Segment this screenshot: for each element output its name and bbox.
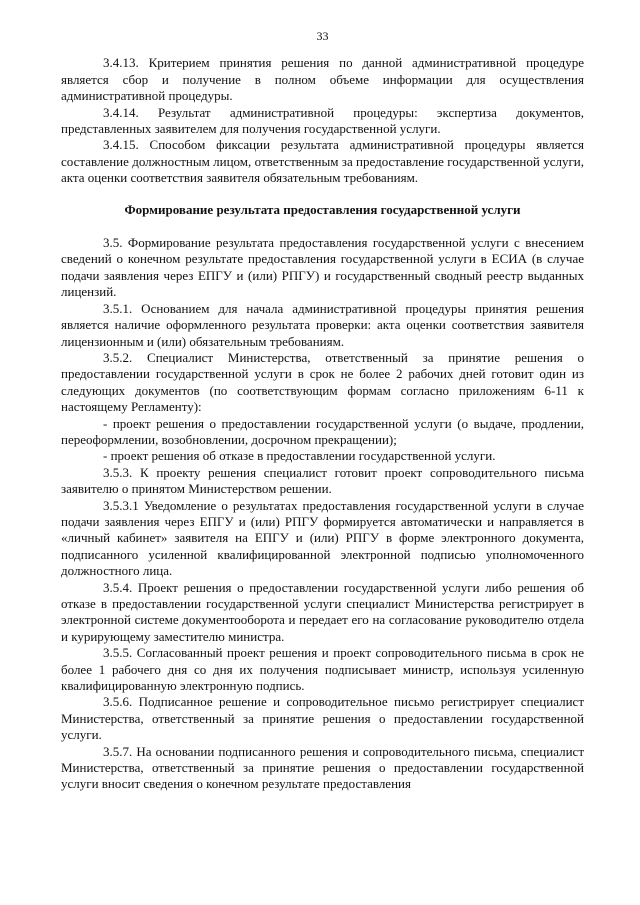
page-number: 33 <box>316 29 329 43</box>
section-heading: Формирование результата предоставления государственной услуги <box>124 201 521 217</box>
paragraph-3-4-13: 3.4.13. Критерием принятия решения по данной административной процедуре является сбор и получение в полном объеме информации для осуществления административной процедуры. <box>61 55 584 104</box>
paragraph-3-5-4: 3.5.4. Проект решения о предоставлении государственной услуги либо решения об отказе в предоставлении государственной услуги специалист Министерства регистрирует в электронной системе документооборота и передает его на согласование руководителю отдела и курирующему заместителю министра. <box>61 579 584 644</box>
paragraph-3-5-7: 3.5.7. На основании подписанного решения и сопроводительного письма, специалист Министерства, ответственный за принятие решения о предоставлении государственной услуги вносит сведения о конечном результате предоставления <box>61 743 584 792</box>
paragraph-3-5-6: 3.5.6. Подписанное решение и сопроводительное письмо регистрирует специалист Министерства, ответственный за принятие решения о предоставлении государственной услуги. <box>61 694 584 743</box>
paragraph-3-5-3-1: 3.5.3.1 Уведомление о результатах предоставления государственной услуги в случае подачи заявления через ЕПГУ и (или) РПГУ формируется автоматически и направляется в «личный кабинет» заявителя на ЕПГУ и (или) РПГУ в форме электронного документа, подписанного усиленной квалифицированной электронной подписью уполномоченного должностного лица. <box>61 497 584 579</box>
list-item-refusal-decision: - проект решения об отказе в предоставлении государственной услуги. <box>103 448 496 464</box>
paragraph-3-4-15: 3.4.15. Способом фиксации результата административной процедуры является составление должностным лицом, ответственным за предоставление государственной услуги, акта оценки соответствия заявителя обязательным требованиям. <box>61 137 584 186</box>
paragraph-3-5-5: 3.5.5. Согласованный проект решения и проект сопроводительного письма в срок не более 1 рабочего дня со дня их получения подписывает министр, используя усиленную квалифицированную электронную подпись. <box>61 645 584 694</box>
paragraph-3-5: 3.5. Формирование результата предоставления государственной услуги с внесением сведений о конечном результате предоставления государственной услуги в ЕСИА (в случае подачи заявления через ЕПГУ и (или) РПГУ) и государственный сводный реестр выданных лицензий. <box>61 235 584 300</box>
paragraph-3-4-14: 3.4.14. Результат административной процедуры: экспертиза документов, представленных заявителем для получения государственной услуги. <box>61 104 584 137</box>
paragraph-3-5-3: 3.5.3. К проекту решения специалист готовит проект сопроводительного письма заявителю о принятом Министерством решении. <box>61 464 584 497</box>
list-item-positive-decision: - проект решения о предоставлении государственной услуги (о выдаче, продлении, переоформлении, возобновлении, досрочном прекращении); <box>61 415 584 447</box>
paragraph-3-5-1: 3.5.1. Основанием для начала административной процедуры принятия решения является наличие оформленного результата проверки: акта оценки соответствия заявителя лицензионным и (или) обязательным требованиям. <box>61 300 584 349</box>
paragraph-3-5-2: 3.5.2. Специалист Министерства, ответственный за принятие решения о предоставлении государственной услуги в срок не более 2 рабочих дней готовит один из следующих документов (по соответствующим формам согласно приложениям 6-11 к настоящему Регламенту): <box>61 349 584 415</box>
